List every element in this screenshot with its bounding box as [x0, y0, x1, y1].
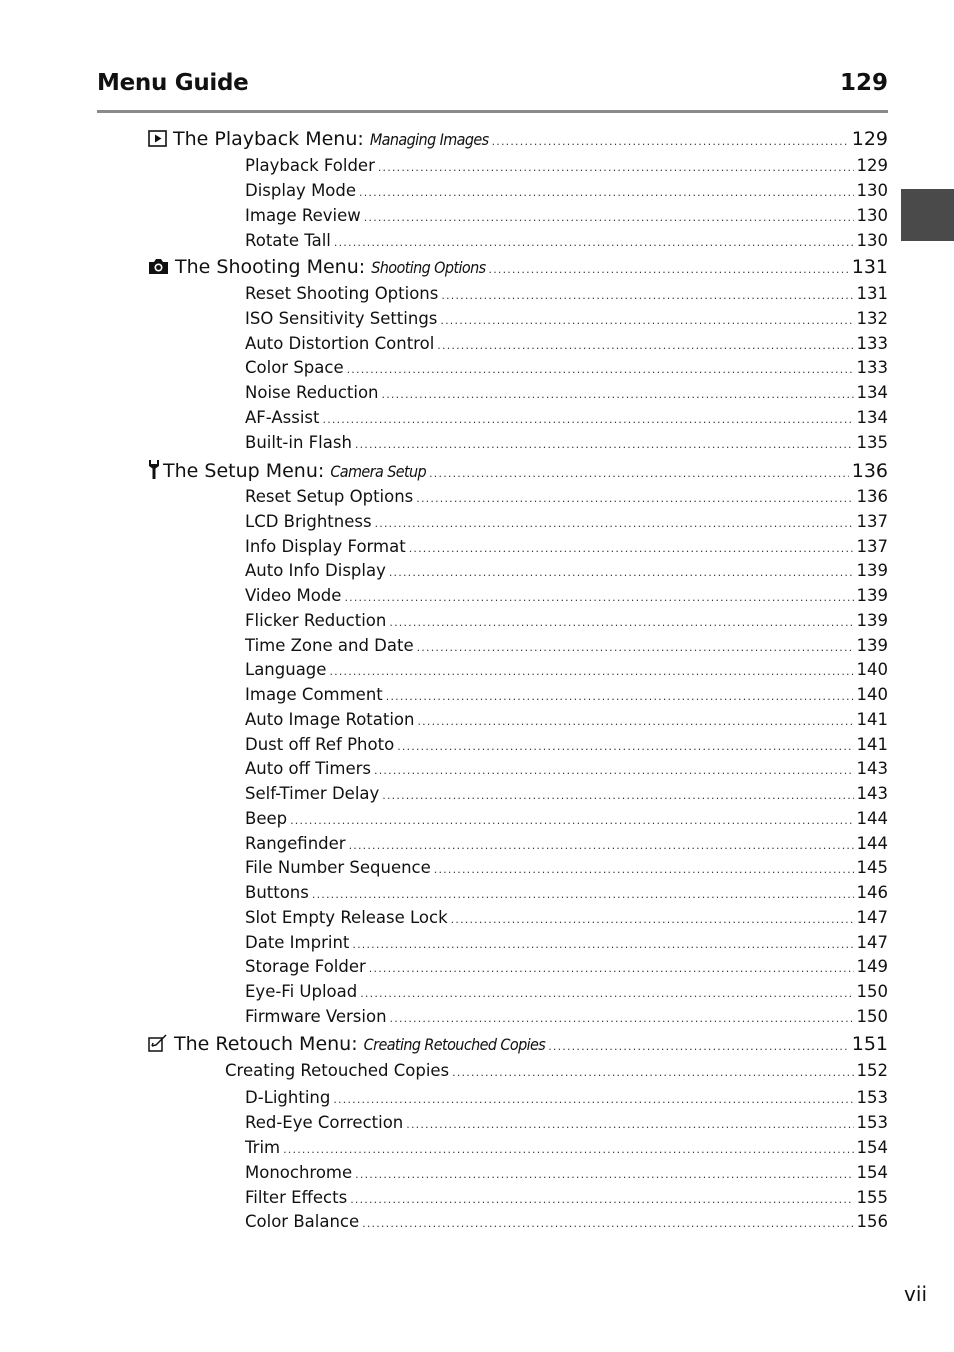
section-page: 129: [851, 128, 888, 150]
toc-item[interactable]: [245, 408, 888, 427]
item-page: 130: [856, 206, 888, 225]
playback-icon: [148, 130, 167, 152]
item-label: Flicker Reduction: [245, 611, 387, 630]
leader-dots: [434, 863, 854, 876]
item-label: Creating Retouched Copies: [225, 1061, 450, 1080]
leader-dots: [429, 467, 849, 480]
toc-item[interactable]: [245, 1163, 888, 1182]
item-page: 154: [856, 1163, 888, 1182]
section-label: [148, 1033, 545, 1057]
retouch-icon: [148, 1034, 168, 1057]
leader-dots: [492, 135, 849, 148]
item-label: Beep: [245, 809, 288, 828]
item-page: 132: [856, 309, 888, 328]
section-page: 136: [851, 460, 888, 482]
section-label: [148, 459, 426, 484]
item-label: Rangefinder: [245, 834, 346, 853]
toc-section-playback[interactable]: [148, 128, 888, 152]
leader-dots: [362, 1217, 853, 1230]
item-label: Self-Timer Delay: [245, 784, 380, 803]
item-label: Reset Shooting Options: [245, 284, 439, 303]
item-label: Image Comment: [245, 685, 383, 704]
toc-item[interactable]: [245, 537, 888, 556]
leader-dots: [349, 839, 854, 852]
item-label: Reset Setup Options: [245, 487, 414, 506]
wrench-icon: [148, 459, 160, 484]
leader-dots: [329, 665, 853, 678]
toc-item[interactable]: [245, 231, 888, 250]
toc-item[interactable]: [245, 334, 888, 353]
leader-dots: [344, 591, 853, 604]
toc-item[interactable]: [245, 957, 888, 976]
item-label: Language: [245, 660, 327, 679]
item-page: 137: [856, 537, 888, 556]
toc-item[interactable]: [225, 1061, 888, 1080]
leader-dots: [416, 492, 853, 505]
toc-item[interactable]: [245, 660, 888, 679]
leader-dots: [440, 314, 853, 327]
toc-section-setup[interactable]: [148, 459, 888, 484]
section-title: The Retouch Menu:: [174, 1033, 364, 1055]
item-page: 152: [856, 1061, 888, 1080]
item-page: 144: [856, 809, 888, 828]
item-label: D-Lighting: [245, 1088, 331, 1107]
item-label: Auto Distortion Control: [245, 334, 435, 353]
leader-dots: [350, 1193, 853, 1206]
item-label: Auto off Timers: [245, 759, 372, 778]
toc-item[interactable]: [245, 512, 888, 531]
item-label: Red-Eye Correction: [245, 1113, 404, 1132]
item-page: 137: [856, 512, 888, 531]
item-label: Filter Effects: [245, 1188, 348, 1207]
leader-dots: [451, 913, 854, 926]
leader-dots: [397, 740, 853, 753]
leader-dots: [382, 789, 853, 802]
item-page: 147: [856, 908, 888, 927]
toc-item[interactable]: [245, 611, 888, 630]
section-subtitle: Managing Images: [369, 130, 489, 149]
item-page: 150: [856, 1007, 888, 1026]
leader-dots: [355, 1168, 853, 1181]
item-page: 139: [856, 611, 888, 630]
item-page: 150: [856, 982, 888, 1001]
page-folio: vii: [904, 1282, 927, 1306]
toc-item[interactable]: [245, 1007, 888, 1026]
item-label: Storage Folder: [245, 957, 366, 976]
item-label: AF-Assist: [245, 408, 320, 427]
section-label: [148, 128, 489, 152]
item-label: Dust off Ref Photo: [245, 735, 395, 754]
item-page: 136: [856, 487, 888, 506]
item-label: Auto Image Rotation: [245, 710, 415, 729]
item-page: 141: [856, 735, 888, 754]
item-page: 135: [856, 433, 888, 452]
item-page: 140: [856, 685, 888, 704]
toc-item[interactable]: [245, 883, 888, 902]
toc-item[interactable]: [245, 561, 888, 580]
toc-item[interactable]: [245, 487, 888, 506]
item-page: 153: [856, 1088, 888, 1107]
leader-dots: [334, 236, 854, 249]
item-label: ISO Sensitivity Settings: [245, 309, 438, 328]
item-page: 156: [856, 1212, 888, 1231]
item-page: 130: [856, 181, 888, 200]
item-label: Video Mode: [245, 586, 342, 605]
item-label: Built-in Flash: [245, 433, 352, 452]
leader-dots: [417, 641, 854, 654]
header-page-number: 129: [839, 70, 888, 96]
item-label: File Number Sequence: [245, 858, 431, 877]
item-label: Info Display Format: [245, 537, 406, 556]
item-page: 147: [856, 933, 888, 952]
item-page: 134: [856, 383, 888, 402]
item-page: 140: [856, 660, 888, 679]
leader-dots: [417, 715, 853, 728]
page-title: Menu Guide: [97, 70, 249, 96]
item-label: Date Imprint: [245, 933, 350, 952]
leader-dots: [283, 1143, 853, 1156]
toc-item[interactable]: [245, 156, 888, 175]
toc-item[interactable]: [245, 1212, 888, 1231]
section-title: The Setup Menu:: [163, 460, 331, 482]
item-page: 129: [856, 156, 888, 175]
leader-dots: [364, 211, 854, 224]
item-label: Slot Empty Release Lock: [245, 908, 448, 927]
leader-dots: [441, 289, 853, 302]
toc-item[interactable]: [245, 834, 888, 853]
item-page: 145: [856, 858, 888, 877]
section-thumb-tab: [901, 189, 954, 241]
item-page: 139: [856, 586, 888, 605]
section-page: 151: [851, 1033, 888, 1055]
item-page: 139: [856, 636, 888, 655]
item-label: Time Zone and Date: [245, 636, 414, 655]
toc-section-retouch[interactable]: [148, 1033, 888, 1057]
item-page: 139: [856, 561, 888, 580]
item-label: Buttons: [245, 883, 309, 902]
item-label: LCD Brightness: [245, 512, 372, 531]
leader-dots: [352, 938, 853, 951]
leader-dots: [409, 542, 854, 555]
toc-item[interactable]: [245, 586, 888, 605]
leader-dots: [312, 888, 854, 901]
leader-dots: [406, 1118, 853, 1131]
leader-dots: [390, 1012, 854, 1025]
leader-dots: [375, 517, 854, 530]
item-page: 131: [856, 284, 888, 303]
item-page: 133: [856, 334, 888, 353]
leader-dots: [360, 987, 853, 1000]
item-label: Rotate Tall: [245, 231, 331, 250]
item-page: 133: [856, 358, 888, 377]
toc-item[interactable]: [245, 1138, 888, 1157]
page-header: [97, 66, 888, 113]
item-label: Auto Info Display: [245, 561, 386, 580]
item-label: Monochrome: [245, 1163, 353, 1182]
toc-item[interactable]: [245, 858, 888, 877]
toc-item[interactable]: [245, 1113, 888, 1132]
toc-item[interactable]: [245, 735, 888, 754]
item-label: Display Mode: [245, 181, 357, 200]
toc-item[interactable]: [245, 982, 888, 1001]
item-page: 141: [856, 710, 888, 729]
leader-dots: [389, 566, 854, 579]
item-label: Playback Folder: [245, 156, 375, 175]
item-page: 155: [856, 1188, 888, 1207]
toc-item[interactable]: [245, 759, 888, 778]
toc-item[interactable]: [245, 933, 888, 952]
leader-dots: [489, 263, 849, 276]
item-page: 130: [856, 231, 888, 250]
toc-item[interactable]: [245, 181, 888, 200]
leader-dots: [290, 814, 853, 827]
item-page: 144: [856, 834, 888, 853]
toc-item[interactable]: [245, 433, 888, 452]
section-subtitle: Camera Setup: [330, 462, 427, 481]
leader-dots: [378, 161, 854, 174]
toc-item[interactable]: [245, 284, 888, 303]
item-page: 146: [856, 883, 888, 902]
item-page: 149: [856, 957, 888, 976]
item-page: 154: [856, 1138, 888, 1157]
item-label: Color Balance: [245, 1212, 360, 1231]
toc-item[interactable]: [245, 809, 888, 828]
section-subtitle: Creating Retouched Copies: [363, 1035, 546, 1054]
leader-dots: [389, 616, 853, 629]
toc-item[interactable]: [245, 383, 888, 402]
toc-item[interactable]: [245, 309, 888, 328]
leader-dots: [347, 363, 854, 376]
toc-item[interactable]: [245, 685, 888, 704]
item-page: 134: [856, 408, 888, 427]
toc-item[interactable]: [245, 1188, 888, 1207]
leader-dots: [359, 186, 853, 199]
section-subtitle: Shooting Options: [371, 258, 486, 277]
item-label: Noise Reduction: [245, 383, 379, 402]
section-label: [148, 256, 486, 280]
toc-item[interactable]: [245, 908, 888, 927]
toc-section-shooting[interactable]: [148, 256, 888, 280]
toc-item[interactable]: [245, 710, 888, 729]
leader-dots: [452, 1066, 853, 1079]
leader-dots: [323, 413, 854, 426]
toc-item[interactable]: [245, 358, 888, 377]
item-label: Firmware Version: [245, 1007, 387, 1026]
section-page: 131: [851, 256, 888, 278]
section-title: The Shooting Menu:: [175, 256, 372, 278]
item-page: 143: [856, 784, 888, 803]
leader-dots: [374, 764, 853, 777]
leader-dots: [386, 690, 854, 703]
item-page: 143: [856, 759, 888, 778]
toc-item[interactable]: [245, 636, 888, 655]
leader-dots: [369, 962, 854, 975]
camera-icon: [148, 258, 169, 280]
item-label: Eye-Fi Upload: [245, 982, 358, 1001]
section-title: The Playback Menu:: [173, 128, 370, 150]
item-label: Color Space: [245, 358, 344, 377]
item-label: Trim: [245, 1138, 281, 1157]
leader-dots: [355, 438, 854, 451]
toc-item[interactable]: [245, 784, 888, 803]
item-label: Image Review: [245, 206, 361, 225]
toc-item[interactable]: [245, 1088, 888, 1107]
leader-dots: [548, 1040, 849, 1053]
leader-dots: [437, 339, 853, 352]
toc-item[interactable]: [245, 206, 888, 225]
leader-dots: [333, 1093, 853, 1106]
leader-dots: [382, 388, 854, 401]
item-page: 153: [856, 1113, 888, 1132]
